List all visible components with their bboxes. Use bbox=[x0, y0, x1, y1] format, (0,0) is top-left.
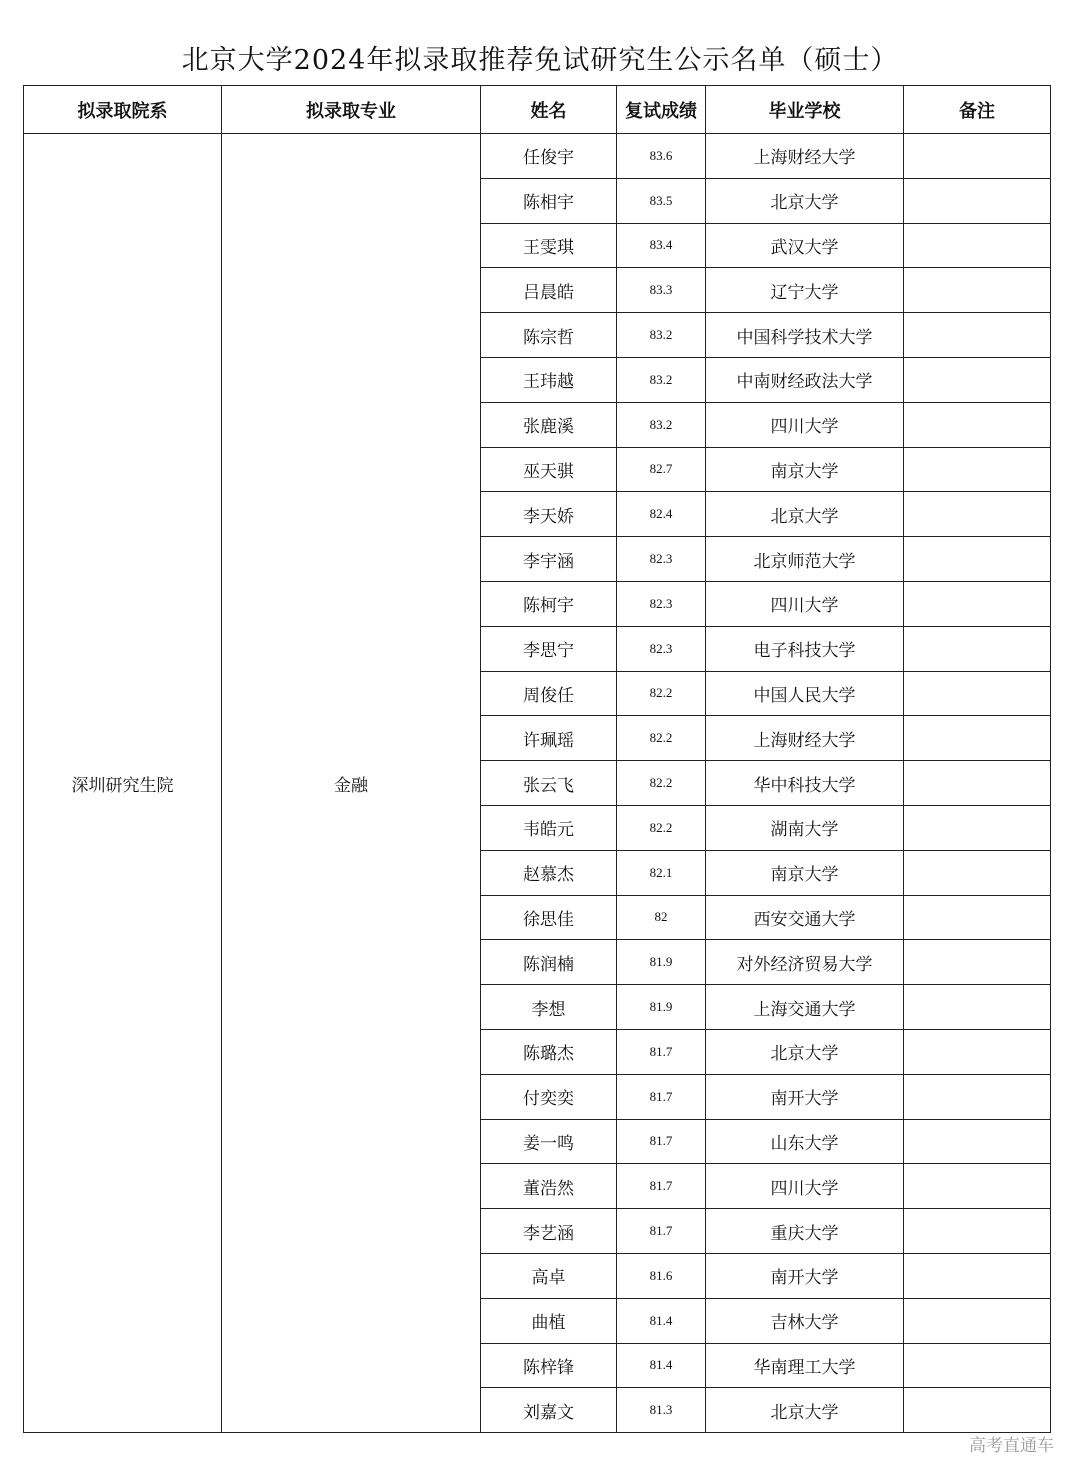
score-cell: 81.4 bbox=[617, 1298, 706, 1343]
note-cell bbox=[904, 1388, 1051, 1433]
score-cell: 82.7 bbox=[617, 447, 706, 492]
name-cell: 任俊宇 bbox=[481, 134, 617, 179]
note-cell bbox=[904, 895, 1051, 940]
score-cell: 81.3 bbox=[617, 1388, 706, 1433]
name-cell: 李宇涵 bbox=[481, 537, 617, 582]
name-cell: 陈宗哲 bbox=[481, 313, 617, 358]
name-cell: 陈柯宇 bbox=[481, 581, 617, 626]
school-cell: 北京大学 bbox=[706, 178, 904, 223]
note-cell bbox=[904, 1119, 1051, 1164]
score-cell: 82.2 bbox=[617, 671, 706, 716]
document-title: 北京大学2024年拟录取推荐免试研究生公示名单（硕士） bbox=[181, 45, 899, 76]
school-cell: 辽宁大学 bbox=[706, 268, 904, 313]
school-cell: 吉林大学 bbox=[706, 1298, 904, 1343]
score-cell: 83.2 bbox=[617, 402, 706, 447]
school-cell: 南京大学 bbox=[706, 447, 904, 492]
table-row bbox=[24, 134, 1051, 179]
name-cell: 周俊任 bbox=[481, 671, 617, 716]
score-cell: 82.3 bbox=[617, 537, 706, 582]
note-cell bbox=[904, 1209, 1051, 1254]
admission-table bbox=[23, 85, 1051, 1433]
note-cell bbox=[904, 805, 1051, 850]
score-cell: 81.7 bbox=[617, 1074, 706, 1119]
score-cell: 83.3 bbox=[617, 268, 706, 313]
name-cell: 陈相宇 bbox=[481, 178, 617, 223]
school-cell: 上海交通大学 bbox=[706, 985, 904, 1030]
school-cell: 湖南大学 bbox=[706, 805, 904, 850]
header-note: 备注 bbox=[904, 86, 1051, 134]
name-cell: 张云飞 bbox=[481, 761, 617, 806]
header-score: 复试成绩 bbox=[617, 86, 706, 134]
note-cell bbox=[904, 178, 1051, 223]
name-cell: 巫天骐 bbox=[481, 447, 617, 492]
name-cell: 姜一鸣 bbox=[481, 1119, 617, 1164]
school-cell: 上海财经大学 bbox=[706, 716, 904, 761]
score-cell: 81.7 bbox=[617, 1164, 706, 1209]
name-cell: 张鹿溪 bbox=[481, 402, 617, 447]
note-cell bbox=[904, 1343, 1051, 1388]
name-cell: 刘嘉文 bbox=[481, 1388, 617, 1433]
table-body bbox=[24, 134, 1051, 1433]
note-cell bbox=[904, 537, 1051, 582]
note-cell bbox=[904, 313, 1051, 358]
note-cell bbox=[904, 1074, 1051, 1119]
name-cell: 付奕奕 bbox=[481, 1074, 617, 1119]
header-school: 毕业学校 bbox=[706, 86, 904, 134]
header-name: 姓名 bbox=[481, 86, 617, 134]
note-cell bbox=[904, 716, 1051, 761]
school-cell: 四川大学 bbox=[706, 402, 904, 447]
name-cell: 吕晨皓 bbox=[481, 268, 617, 313]
school-cell: 南京大学 bbox=[706, 850, 904, 895]
note-cell bbox=[904, 402, 1051, 447]
score-cell: 82.2 bbox=[617, 761, 706, 806]
school-cell: 南开大学 bbox=[706, 1074, 904, 1119]
school-cell: 四川大学 bbox=[706, 1164, 904, 1209]
name-cell: 高卓 bbox=[481, 1253, 617, 1298]
header-department: 拟录取院系 bbox=[24, 86, 222, 134]
score-cell: 83.6 bbox=[617, 134, 706, 179]
school-cell: 西安交通大学 bbox=[706, 895, 904, 940]
name-cell: 曲植 bbox=[481, 1298, 617, 1343]
school-cell: 中国科学技术大学 bbox=[706, 313, 904, 358]
school-cell: 电子科技大学 bbox=[706, 626, 904, 671]
name-cell: 李想 bbox=[481, 985, 617, 1030]
school-cell: 武汉大学 bbox=[706, 223, 904, 268]
school-cell: 北京大学 bbox=[706, 1029, 904, 1074]
score-cell: 83.4 bbox=[617, 223, 706, 268]
watermark-text: 高考直通车 bbox=[969, 1436, 1054, 1456]
name-cell: 李天娇 bbox=[481, 492, 617, 537]
note-cell bbox=[904, 761, 1051, 806]
school-cell: 上海财经大学 bbox=[706, 134, 904, 179]
school-cell: 华中科技大学 bbox=[706, 761, 904, 806]
department-cell: 深圳研究生院 bbox=[24, 134, 222, 1433]
name-cell: 王雯琪 bbox=[481, 223, 617, 268]
name-cell: 陈梓锋 bbox=[481, 1343, 617, 1388]
note-cell bbox=[904, 850, 1051, 895]
school-cell: 四川大学 bbox=[706, 581, 904, 626]
score-cell: 82.2 bbox=[617, 716, 706, 761]
score-cell: 81.4 bbox=[617, 1343, 706, 1388]
school-cell: 华南理工大学 bbox=[706, 1343, 904, 1388]
note-cell bbox=[904, 671, 1051, 716]
school-cell: 对外经济贸易大学 bbox=[706, 940, 904, 985]
score-cell: 82 bbox=[617, 895, 706, 940]
name-cell: 董浩然 bbox=[481, 1164, 617, 1209]
name-cell: 李思宁 bbox=[481, 626, 617, 671]
score-cell: 81.9 bbox=[617, 985, 706, 1030]
score-cell: 82.1 bbox=[617, 850, 706, 895]
name-cell: 徐思佳 bbox=[481, 895, 617, 940]
score-cell: 82.4 bbox=[617, 492, 706, 537]
note-cell bbox=[904, 268, 1051, 313]
note-cell bbox=[904, 357, 1051, 402]
note-cell bbox=[904, 581, 1051, 626]
note-cell bbox=[904, 940, 1051, 985]
header-major: 拟录取专业 bbox=[222, 86, 481, 134]
score-cell: 81.6 bbox=[617, 1253, 706, 1298]
note-cell bbox=[904, 223, 1051, 268]
name-cell: 王玮越 bbox=[481, 357, 617, 402]
major-cell: 金融 bbox=[222, 134, 481, 1433]
school-cell: 北京大学 bbox=[706, 492, 904, 537]
score-cell: 83.5 bbox=[617, 178, 706, 223]
score-cell: 82.3 bbox=[617, 626, 706, 671]
header-row bbox=[24, 86, 1051, 134]
note-cell bbox=[904, 447, 1051, 492]
school-cell: 重庆大学 bbox=[706, 1209, 904, 1254]
note-cell bbox=[904, 1253, 1051, 1298]
score-cell: 82.3 bbox=[617, 581, 706, 626]
school-cell: 南开大学 bbox=[706, 1253, 904, 1298]
note-cell bbox=[904, 1298, 1051, 1343]
score-cell: 83.2 bbox=[617, 313, 706, 358]
note-cell bbox=[904, 134, 1051, 179]
school-cell: 北京师范大学 bbox=[706, 537, 904, 582]
note-cell bbox=[904, 1164, 1051, 1209]
note-cell bbox=[904, 492, 1051, 537]
score-cell: 81.7 bbox=[617, 1029, 706, 1074]
school-cell: 中南财经政法大学 bbox=[706, 357, 904, 402]
note-cell bbox=[904, 985, 1051, 1030]
name-cell: 陈润楠 bbox=[481, 940, 617, 985]
school-cell: 中国人民大学 bbox=[706, 671, 904, 716]
name-cell: 韦皓元 bbox=[481, 805, 617, 850]
score-cell: 83.2 bbox=[617, 357, 706, 402]
score-cell: 82.2 bbox=[617, 805, 706, 850]
score-cell: 81.9 bbox=[617, 940, 706, 985]
name-cell: 陈璐杰 bbox=[481, 1029, 617, 1074]
school-cell: 山东大学 bbox=[706, 1119, 904, 1164]
score-cell: 81.7 bbox=[617, 1209, 706, 1254]
name-cell: 李艺涵 bbox=[481, 1209, 617, 1254]
school-cell: 北京大学 bbox=[706, 1388, 904, 1433]
name-cell: 许珮瑶 bbox=[481, 716, 617, 761]
name-cell: 赵慕杰 bbox=[481, 850, 617, 895]
note-cell bbox=[904, 626, 1051, 671]
note-cell bbox=[904, 1029, 1051, 1074]
score-cell: 81.7 bbox=[617, 1119, 706, 1164]
